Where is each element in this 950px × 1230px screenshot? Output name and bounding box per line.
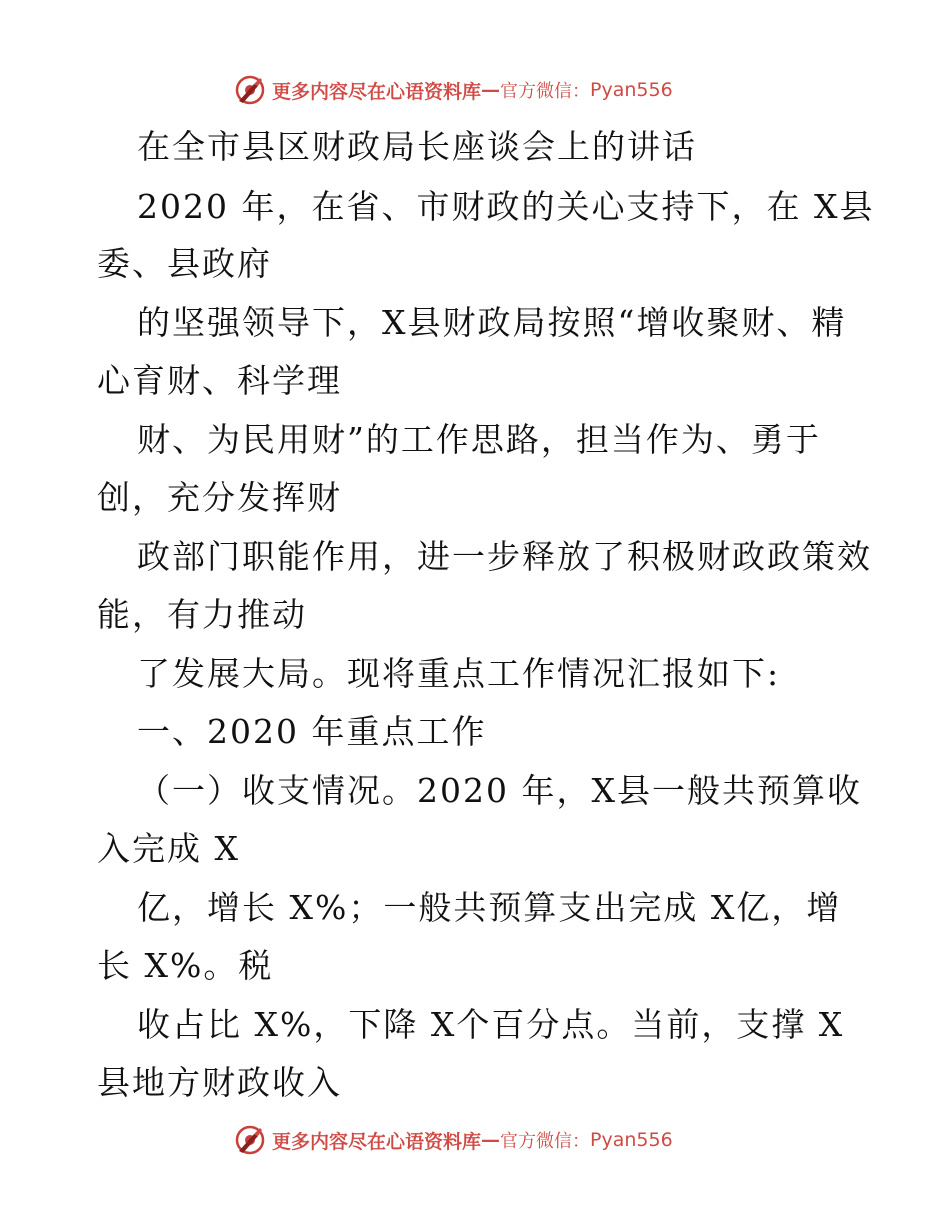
body-line: 的坚强领导下，X县财政局按照“增收聚财、精 xyxy=(137,303,847,342)
body-line: 能，有力推动 xyxy=(97,595,307,634)
body-line: 财、为民用财”的工作思路，担当作为、勇于 xyxy=(137,420,821,459)
pen-logo-icon xyxy=(234,1124,266,1156)
body-line: 了发展大局。现将重点工作情况汇报如下: xyxy=(137,654,781,693)
body-line: 县地方财政收入 xyxy=(97,1063,342,1102)
banner-wechat-label: 官方微信： xyxy=(500,1131,591,1152)
banner-main-text: 更多内容尽在心语资料库 xyxy=(272,80,482,103)
body-line: 政部门职能作用，进一步释放了积极财政政策效 xyxy=(137,537,872,576)
banner-dash: — xyxy=(481,79,501,101)
body-line: 委、县政府 xyxy=(97,244,272,283)
body-line: （一）收支情况。2020 年，X县一般共预算收 xyxy=(137,771,862,810)
banner-wechat-id: Pyan556 xyxy=(590,79,673,101)
section-heading: 一、2020 年重点工作 xyxy=(137,712,487,751)
header-watermark-banner xyxy=(234,73,673,107)
banner-wechat-label: 官方微信： xyxy=(500,81,591,102)
body-line: 心育财、科学理 xyxy=(97,361,342,400)
banner-main-text: 更多内容尽在心语资料库 xyxy=(272,1130,482,1153)
body-line: 长 X%。税 xyxy=(97,946,274,985)
banner-dash: — xyxy=(481,1129,501,1151)
footer-watermark-banner xyxy=(234,1123,673,1157)
body-line: 收占比 X%，下降 X个百分点。当前，支撑 X xyxy=(137,1005,845,1044)
body-line: 入完成 X xyxy=(97,829,240,868)
body-line: 2020 年，在省、市财政的关心支持下，在 X县 xyxy=(137,187,875,226)
body-line: 创，充分发挥财 xyxy=(97,478,342,517)
document-title: 在全市县区财政局长座谈会上的讲话 xyxy=(137,127,697,166)
pen-logo-icon xyxy=(234,74,266,106)
banner-wechat-id: Pyan556 xyxy=(590,1129,673,1151)
body-line: 亿，增长 X%；一般共预算支出完成 X亿，增 xyxy=(137,888,842,927)
